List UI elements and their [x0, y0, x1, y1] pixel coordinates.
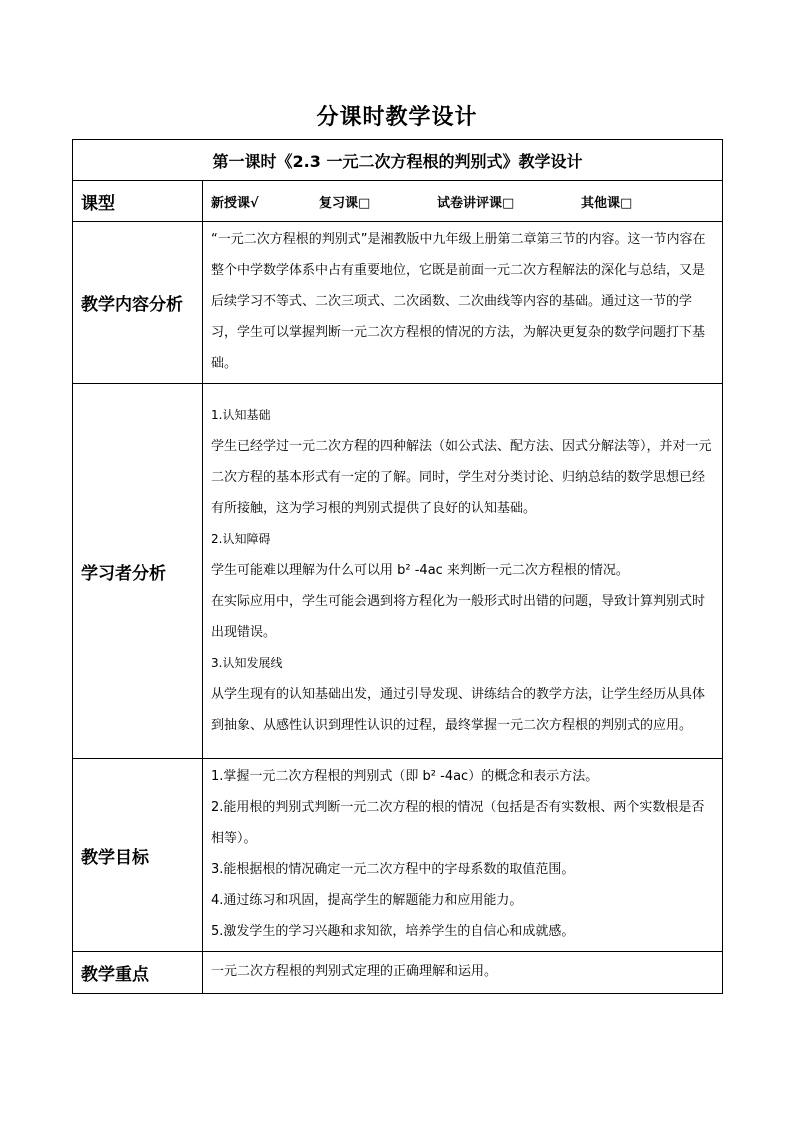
page-title: 分课时教学设计	[316, 105, 478, 130]
lesson-type-label: 课型	[73, 181, 203, 222]
key-points-text: 一元二次方程根的判别式定理的正确理解和运用。	[211, 964, 498, 979]
content-analysis-row	[73, 222, 723, 384]
lesson-type-option-exam-review: 试卷讲评课□	[437, 195, 515, 211]
lesson-type-option-new: 新授课√	[211, 195, 259, 211]
learner-section-paragraph: 在实际应用中，学生可能会遇到将方程化为一般形式时出错的问题，导致计算判别式时出现错误。	[211, 593, 706, 640]
teaching-goals-row	[73, 759, 723, 952]
learner-analysis-row	[73, 384, 723, 759]
lesson-type-row	[73, 181, 723, 222]
key-points-row	[73, 952, 723, 994]
content-analysis-text: “一元二次方程根的判别式”是湘教版中九年级上册第二章第三节的内容。这一节内容在整个中学数学体系中占有重要地位，它既是前面一元二次方程解法的深化与总结，又是后续学习不等式、二次三项式、二次函数、二次曲线等内容的基础。通过这一节的学习，学生可以掌握判断一元二次方程根的情况的方法，为解决更复杂的数学问题打下基础。	[211, 232, 706, 371]
teaching-goals-label: 教学目标	[73, 759, 203, 952]
goal-item: 2.能用根的判别式判断一元二次方程的根的情况（包括是否有实数根、两个实数根是否相等）。	[211, 800, 705, 846]
learner-section-paragraph: 学生已经学过一元二次方程的四种解法（如公式法、配方法、因式分解法等），并对一元二次方程的基本形式有一定的了解。同时，学生对分类讨论、归纳总结的数学思想已经有所接触，这为学习根的判别式提供了良好的认知基础。	[211, 438, 712, 516]
content-analysis-label: 教学内容分析	[73, 222, 203, 384]
lesson-type-option-review: 复习课□	[319, 195, 371, 211]
lesson-type-options	[203, 181, 723, 222]
lesson-title: 第一课时《2.3 一元二次方程根的判别式》教学设计	[73, 140, 723, 181]
learner-section-heading: 1.认知基础	[211, 407, 271, 422]
goal-item: 3.能根据根的情况确定一元二次方程中的字母系数的取值范围。	[211, 862, 575, 877]
learner-analysis-label: 学习者分析	[73, 384, 203, 759]
lesson-plan-table	[72, 139, 723, 994]
learner-section-paragraph: 学生可能难以理解为什么可以用 b² -4ac 来判断一元二次方程根的情况。	[211, 562, 629, 578]
content-analysis-cell	[203, 222, 723, 384]
goal-item: 5.激发学生的学习兴趣和求知欲，培养学生的自信心和成就感。	[211, 924, 575, 939]
key-points-cell	[203, 952, 723, 994]
learner-section-heading: 2.认知障碍	[211, 531, 271, 546]
goal-item: 1.掌握一元二次方程根的判别式（即 b² -4ac）的概念和表示方法。	[211, 769, 599, 784]
learner-section-heading: 3.认知发展线	[211, 655, 283, 670]
lesson-type-option-other: 其他课□	[581, 195, 633, 211]
goal-item: 4.通过练习和巩固，提高学生的解题能力和应用能力。	[211, 893, 523, 908]
key-points-label: 教学重点	[73, 952, 203, 994]
learner-section-paragraph: 从学生现有的认知基础出发，通过引导发现、讲练结合的教学方法，让学生经历从具体到抽象、从感性认识到理性认识的过程，最终掌握一元二次方程根的判别式的应用。	[211, 686, 706, 733]
lesson-title-row	[73, 140, 723, 181]
learner-analysis-cell	[203, 384, 723, 759]
teaching-goals-cell	[203, 759, 723, 952]
